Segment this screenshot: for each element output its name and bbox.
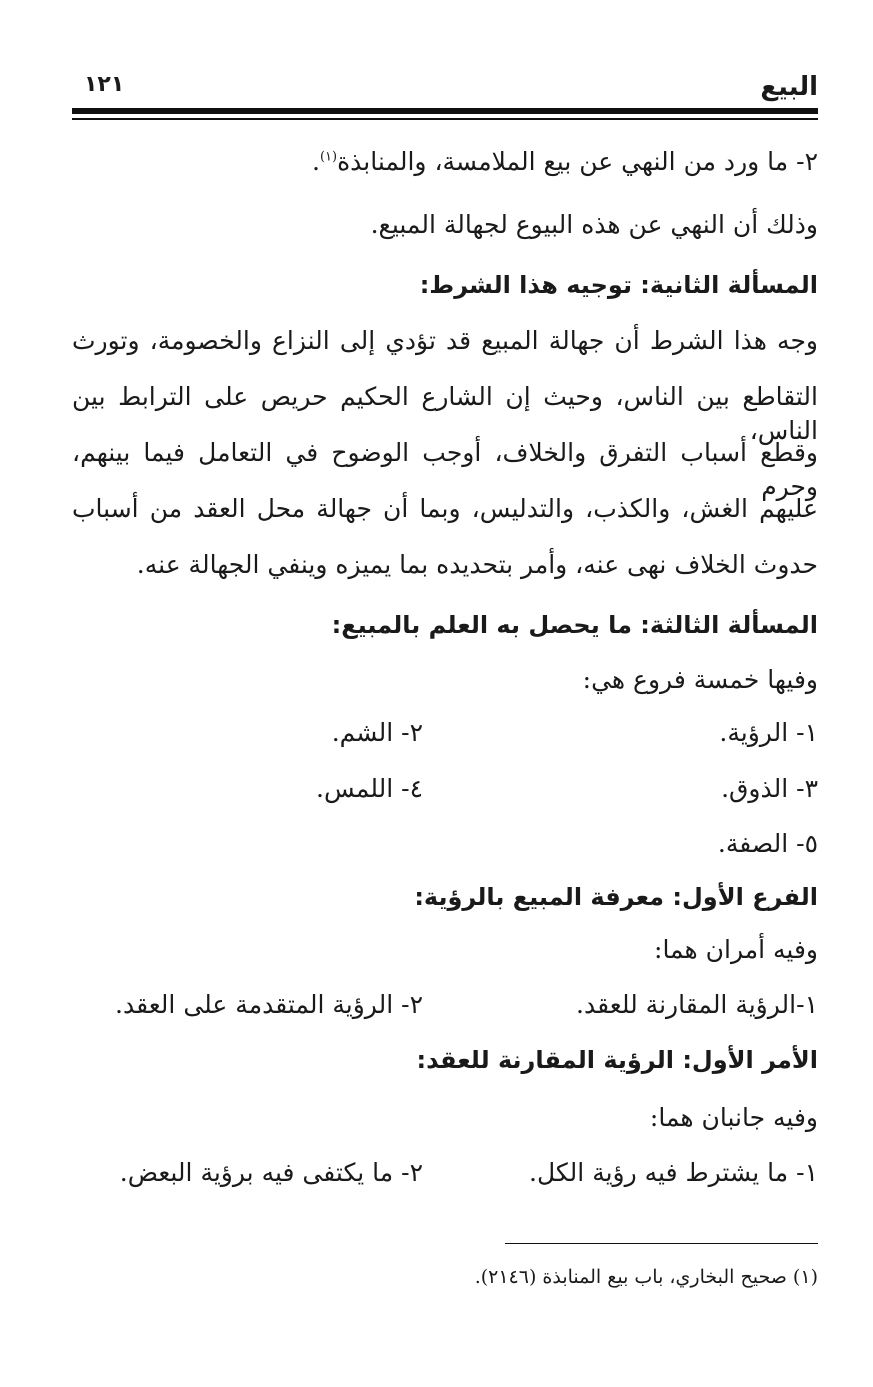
footnote-ref: (١) xyxy=(319,149,338,165)
footnote: (١) صحيح البخاري، باب بيع المنابذة (٢١٤٦). xyxy=(474,1266,818,1288)
branches-intro: وفيها خمسة فروع هي: xyxy=(582,665,818,694)
paragraph-line-5: حدوث الخلاف نهى عنه، وأمر بتحديده بما يميزه وينفي الجهالة عنه. xyxy=(136,550,818,579)
paragraph-line-3: وقطع أسباب التفرق والخلاف، أوجب الوضوح في التعامل فيما بينهم، وحرم xyxy=(72,438,818,501)
branch-2: ٢- الشم. xyxy=(331,718,423,747)
branch-4: ٤- اللمس. xyxy=(316,774,423,803)
heading-first-branch: الفرع الأول: معرفة المبيع بالرؤية: xyxy=(414,883,818,911)
reason-line: وذلك أن النهي عن هذه البيوع لجهالة المبيع. xyxy=(370,210,818,239)
item-2-line xyxy=(312,145,818,179)
side-1: ١- ما يشترط فيه رؤية الكل. xyxy=(529,1158,818,1187)
paragraph-line-1: وجه هذا الشرط أن جهالة المبيع قد تؤدي إلى النزاع والخصومة، وتورث xyxy=(72,326,818,355)
item-2-end: . xyxy=(311,147,320,176)
header-rule-thin xyxy=(72,118,818,120)
branch-1: ١- الرؤية. xyxy=(719,718,818,747)
paragraph-line-2: التقاطع بين الناس، وحيث إن الشارع الحكيم حريص على الترابط بين الناس، xyxy=(72,382,818,445)
branch-5: ٥- الصفة. xyxy=(717,829,818,858)
page-number: ١٢١ xyxy=(84,72,125,97)
item-2-text: ٢- ما ورد من النهي عن بيع الملامسة، والمنابذة xyxy=(337,147,818,176)
matter-2: ٢- الرؤية المتقدمة على العقد. xyxy=(115,990,423,1019)
two-matters-intro: وفيه أمران هما: xyxy=(654,935,818,964)
header-rule-thick xyxy=(72,108,818,114)
matter-1: ١-الرؤية المقارنة للعقد. xyxy=(576,990,818,1019)
heading-first-matter: الأمر الأول: الرؤية المقارنة للعقد: xyxy=(416,1046,818,1074)
paragraph-line-4: عليهم الغش، والكذب، والتدليس، وبما أن جهالة محل العقد من أسباب xyxy=(72,494,818,523)
side-2: ٢- ما يكتفى فيه برؤية البعض. xyxy=(119,1158,423,1187)
branch-3: ٣- الذوق. xyxy=(721,774,818,803)
footnote-divider xyxy=(505,1243,818,1244)
heading-second-issue: المسألة الثانية: توجيه هذا الشرط: xyxy=(419,271,818,299)
two-sides-intro: وفيه جانبان هما: xyxy=(649,1103,818,1132)
running-title: البيع xyxy=(760,72,818,102)
heading-third-issue: المسألة الثالثة: ما يحصل به العلم بالمبيع: xyxy=(331,611,818,639)
page-header xyxy=(72,58,818,104)
